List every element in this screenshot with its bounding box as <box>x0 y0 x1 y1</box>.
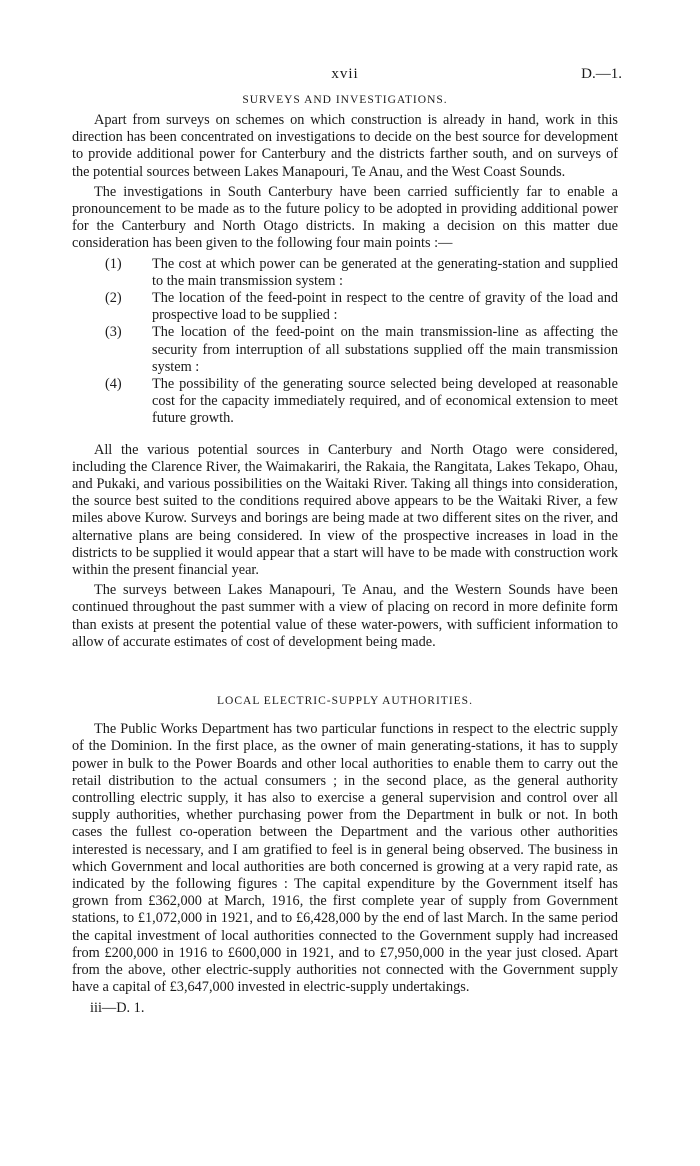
list-item-number: (1) <box>105 255 122 272</box>
list-item-number: (4) <box>105 376 122 393</box>
numbered-points-list <box>72 256 618 428</box>
list-item <box>72 376 618 428</box>
list-item-number: (3) <box>105 324 122 341</box>
list-item <box>72 324 618 376</box>
list-item-text: The cost at which power can be generated at the generating-station and supplied to the main transmission system : <box>152 255 618 289</box>
list-item-number: (2) <box>105 290 122 307</box>
paragraph: The surveys between Lakes Manapouri, Te Anau, and the Western Sounds have been continued throughout the past summer with a view of placing on record in more definite form than exists at present the potential value of these water-powers, with sufficient information to allow of accurate estimates of cost of development being made. <box>72 582 618 650</box>
paragraph: Apart from surveys on schemes on which construction is already in hand, work in this direction has been concentrated on investigations to decide on the best source for development to provide additional power for Canterbury and the districts farther south, and on surveys of the potential sources between Lakes Manapouri, Te Anau, and the West Coast Sounds. <box>72 112 618 180</box>
section-heading-surveys: SURVEYS AND INVESTIGATIONS. <box>242 94 448 106</box>
paragraph: All the various potential sources in Canterbury and North Otago were considered, including the Clarence River, the Waimakariri, the Rakaia, the Rangitata, Lakes Tekapo, Ohau, and Pukaki, and various possibilities on the Waitaki River. Taking all things into consideration, the source best suited to the conditions required above appears to be the Waitaki River, a few miles above Kurow. Surveys and borings are being made at two different sites on the river, and alternative plans are being considered. In view of the prospective increases in load in the districts to be supplied it would appear that a start will have to be made with construction work within the present financial year. <box>72 441 618 579</box>
document-reference: D.—1. <box>581 66 622 82</box>
list-item <box>72 290 618 324</box>
paragraph: The investigations in South Canterbury have been carried sufficiently far to enable a pronouncement to be made as to the future policy to be adopted in providing additional power for the Canterbury and North Otago districts. In making a decision on this matter due consideration has been given to the following four main points :— <box>72 183 618 252</box>
section-heading-local-authorities: LOCAL ELECTRIC-SUPPLY AUTHORITIES. <box>217 695 473 708</box>
list-item-text: The possibility of the generating source selected being developed at reasonable cost for the capacity immediately required, and of economical extension to meet future growth. <box>152 376 618 427</box>
list-item-text: The location of the feed-point in respect to the centre of gravity of the load and prospective load to be supplied : <box>152 290 618 324</box>
paragraph: The Public Works Department has two particular functions in respect to the electric supply of the Dominion. In the first place, as the owner of main generating-stations, it has to supply power in bulk to the Power Boards and other local authorities to enable them to carry out the retail distribution to the actual consumers ; in the second place, as the general authority controlling electric supply, it has also to exercise a general supervision and control over all supply authorities, whether purchasing power from the Department in bulk or not. In both cases the fullest co-operation between the Department and the various other authorities interested is necessary, and I am gratified to feel is in general being observed. The business in which Government and local authorities are both concerned is growing at a very rapid rate, as indicated by the following figures : The capital expenditure by the Government itself has grown from £362,000 at March, 1916, the first complete year of supply from Government stations, to £1,072,000 in 1921, and to £6,428,000 by the end of last March. In the same period the capital investment of local authorities connected to the Government supply had increased from £200,000 in 1916 to £600,000 in 1921, and to £7,950,000 in the year just closed. Apart from the above, other electric-supply authorities not connected with the Government supply have a capital of £3,647,000 invested in electric-supply undertakings. <box>72 721 618 996</box>
list-item-text: The location of the feed-point on the main transmission-line as affecting the security from interruption of all substations supplied off the main transmission system : <box>152 324 618 375</box>
page-number: xvii <box>331 66 359 82</box>
page-footer-signature: iii—D. 1. <box>90 1000 145 1017</box>
list-item <box>72 256 618 290</box>
page-header <box>72 58 622 92</box>
